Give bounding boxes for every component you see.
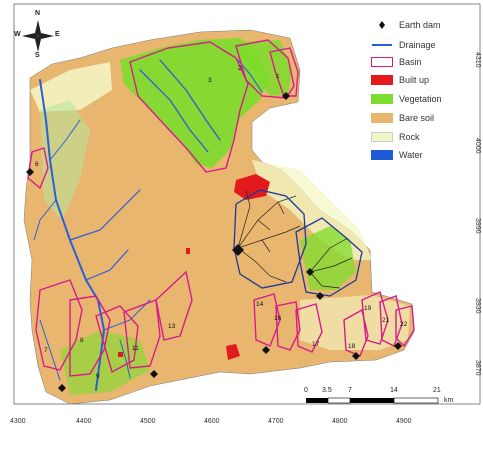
basin-label: 22 — [400, 321, 408, 328]
legend-label: Vegetation — [399, 94, 442, 104]
x-tick-label: 4400 — [76, 418, 92, 425]
basin-label: 19 — [364, 305, 372, 312]
legend-label: Earth dam — [399, 20, 441, 30]
bare-soil-swatch — [371, 113, 393, 123]
compass-west: W — [14, 31, 21, 38]
legend-label: Rock — [399, 132, 420, 142]
legend-label: Built up — [399, 75, 430, 85]
legend-item-water — [371, 148, 423, 162]
x-tick-label: 4600 — [204, 418, 220, 425]
legend-label: Water — [399, 150, 423, 160]
y-tick-label: 3930 — [474, 298, 481, 314]
built-up-area — [118, 352, 123, 357]
x-tick-label: 4900 — [396, 418, 412, 425]
built-up-swatch — [371, 75, 393, 85]
legend-item-bare-soil — [371, 111, 434, 125]
basin-swatch — [371, 57, 393, 67]
y-tick-label: 4000 — [474, 138, 481, 154]
water-swatch — [371, 150, 393, 160]
basin-label: 8 — [80, 337, 84, 344]
basin-label: 2 — [238, 65, 242, 72]
basin-label: 7 — [44, 347, 48, 354]
scale-tick-label: 7 — [348, 387, 352, 394]
drainage-line-icon — [371, 40, 393, 50]
legend-item-vegetation — [371, 92, 442, 106]
basin-label: 9 — [96, 373, 100, 380]
y-tick-label: 4310 — [474, 52, 481, 68]
vegetation-swatch — [371, 94, 393, 104]
scale-tick-label: 21 — [433, 387, 441, 394]
scale-tick-label: 14 — [390, 387, 398, 394]
basin-label: 17 — [312, 341, 320, 348]
earth-dam-icon — [371, 20, 393, 30]
x-tick-label: 4300 — [10, 418, 26, 425]
y-tick-label: 3870 — [474, 360, 481, 376]
scale-tick-label: 3.5 — [322, 387, 332, 394]
scale-unit-label: km — [444, 397, 454, 404]
basin-label: 16 — [274, 315, 282, 322]
legend-label: Basin — [399, 57, 422, 67]
basin-label: 21 — [382, 317, 390, 324]
compass-east: E — [55, 31, 60, 38]
scale-bar — [306, 398, 438, 403]
legend-label: Bare soil — [399, 113, 435, 123]
legend-label: Drainage — [399, 40, 436, 50]
x-tick-label: 4800 — [332, 418, 348, 425]
legend-item-drainage — [371, 38, 436, 52]
basin-label: 6 — [35, 161, 39, 168]
built-up-area — [186, 248, 190, 254]
basin-label: 3 — [208, 77, 212, 84]
basin-label: 14 — [256, 301, 264, 308]
legend-item-rock — [371, 130, 420, 144]
legend-item-basin — [371, 55, 422, 69]
compass-north: N — [35, 10, 41, 17]
basin-label: 1 — [276, 73, 280, 80]
basin-label: 11 — [132, 345, 139, 352]
x-tick-label: 4700 — [268, 418, 284, 425]
legend-item-built-up — [371, 73, 429, 87]
basin-label: 18 — [348, 343, 356, 350]
basin-label: 13 — [168, 323, 176, 330]
y-tick-label: 3990 — [474, 218, 481, 234]
compass-south: S — [35, 52, 40, 59]
scale-tick-label: 0 — [304, 387, 308, 394]
legend-item-earth-dam — [371, 18, 441, 32]
x-tick-label: 4500 — [140, 418, 156, 425]
rock-swatch — [371, 132, 393, 142]
